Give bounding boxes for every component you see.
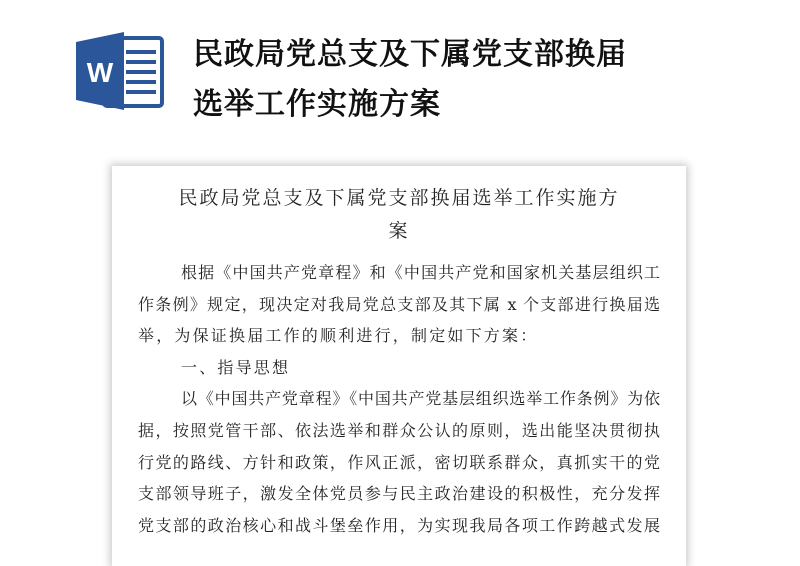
paragraph-line: 举，为保证换届工作的顺利进行，制定如下方案： (138, 326, 539, 346)
document-title-line: 民政局党总支及下属党支部换届选举工作实施方 (178, 187, 620, 209)
paragraph-line: 以《中国共产党章程》《中国共产党基层组织选举工作条例》为依 (181, 389, 660, 409)
document-title (112, 182, 686, 248)
paragraph-line: 党支部的政治核心和战斗堡垒作用，为实现我局各项工作跨越式发展 (138, 515, 660, 535)
page-title (193, 30, 627, 130)
paragraph-line: 行党的路线、方针和政策，作风正派，密切联系群众，真抓实干的党 (138, 452, 660, 472)
word-icon-letter: W (86, 57, 114, 88)
paragraph-line: 作条例》规定，现决定对我局党总支部及其下属 x 个支部进行换届选 (138, 294, 660, 314)
section-heading: 一、指导思想 (181, 357, 291, 377)
word-icon (76, 32, 164, 110)
title-line: 民政局党总支及下属党支部换届 (193, 37, 627, 72)
title-line: 选举工作实施方案 (193, 87, 441, 122)
paragraph-line: 支部领导班子，激发全体党员参与民主政治建设的积极性，充分发挥 (138, 484, 660, 504)
document-page (112, 166, 686, 566)
header (0, 0, 800, 140)
document-body (138, 257, 660, 541)
paragraph-line: 据，按照党管干部、依法选举和群众公认的原则，选出能坚决贯彻执 (138, 420, 660, 440)
paragraph-line: 根据《中国共产党章程》和《中国共产党和国家机关基层组织工 (181, 263, 660, 282)
document-title-line: 案 (388, 220, 410, 242)
